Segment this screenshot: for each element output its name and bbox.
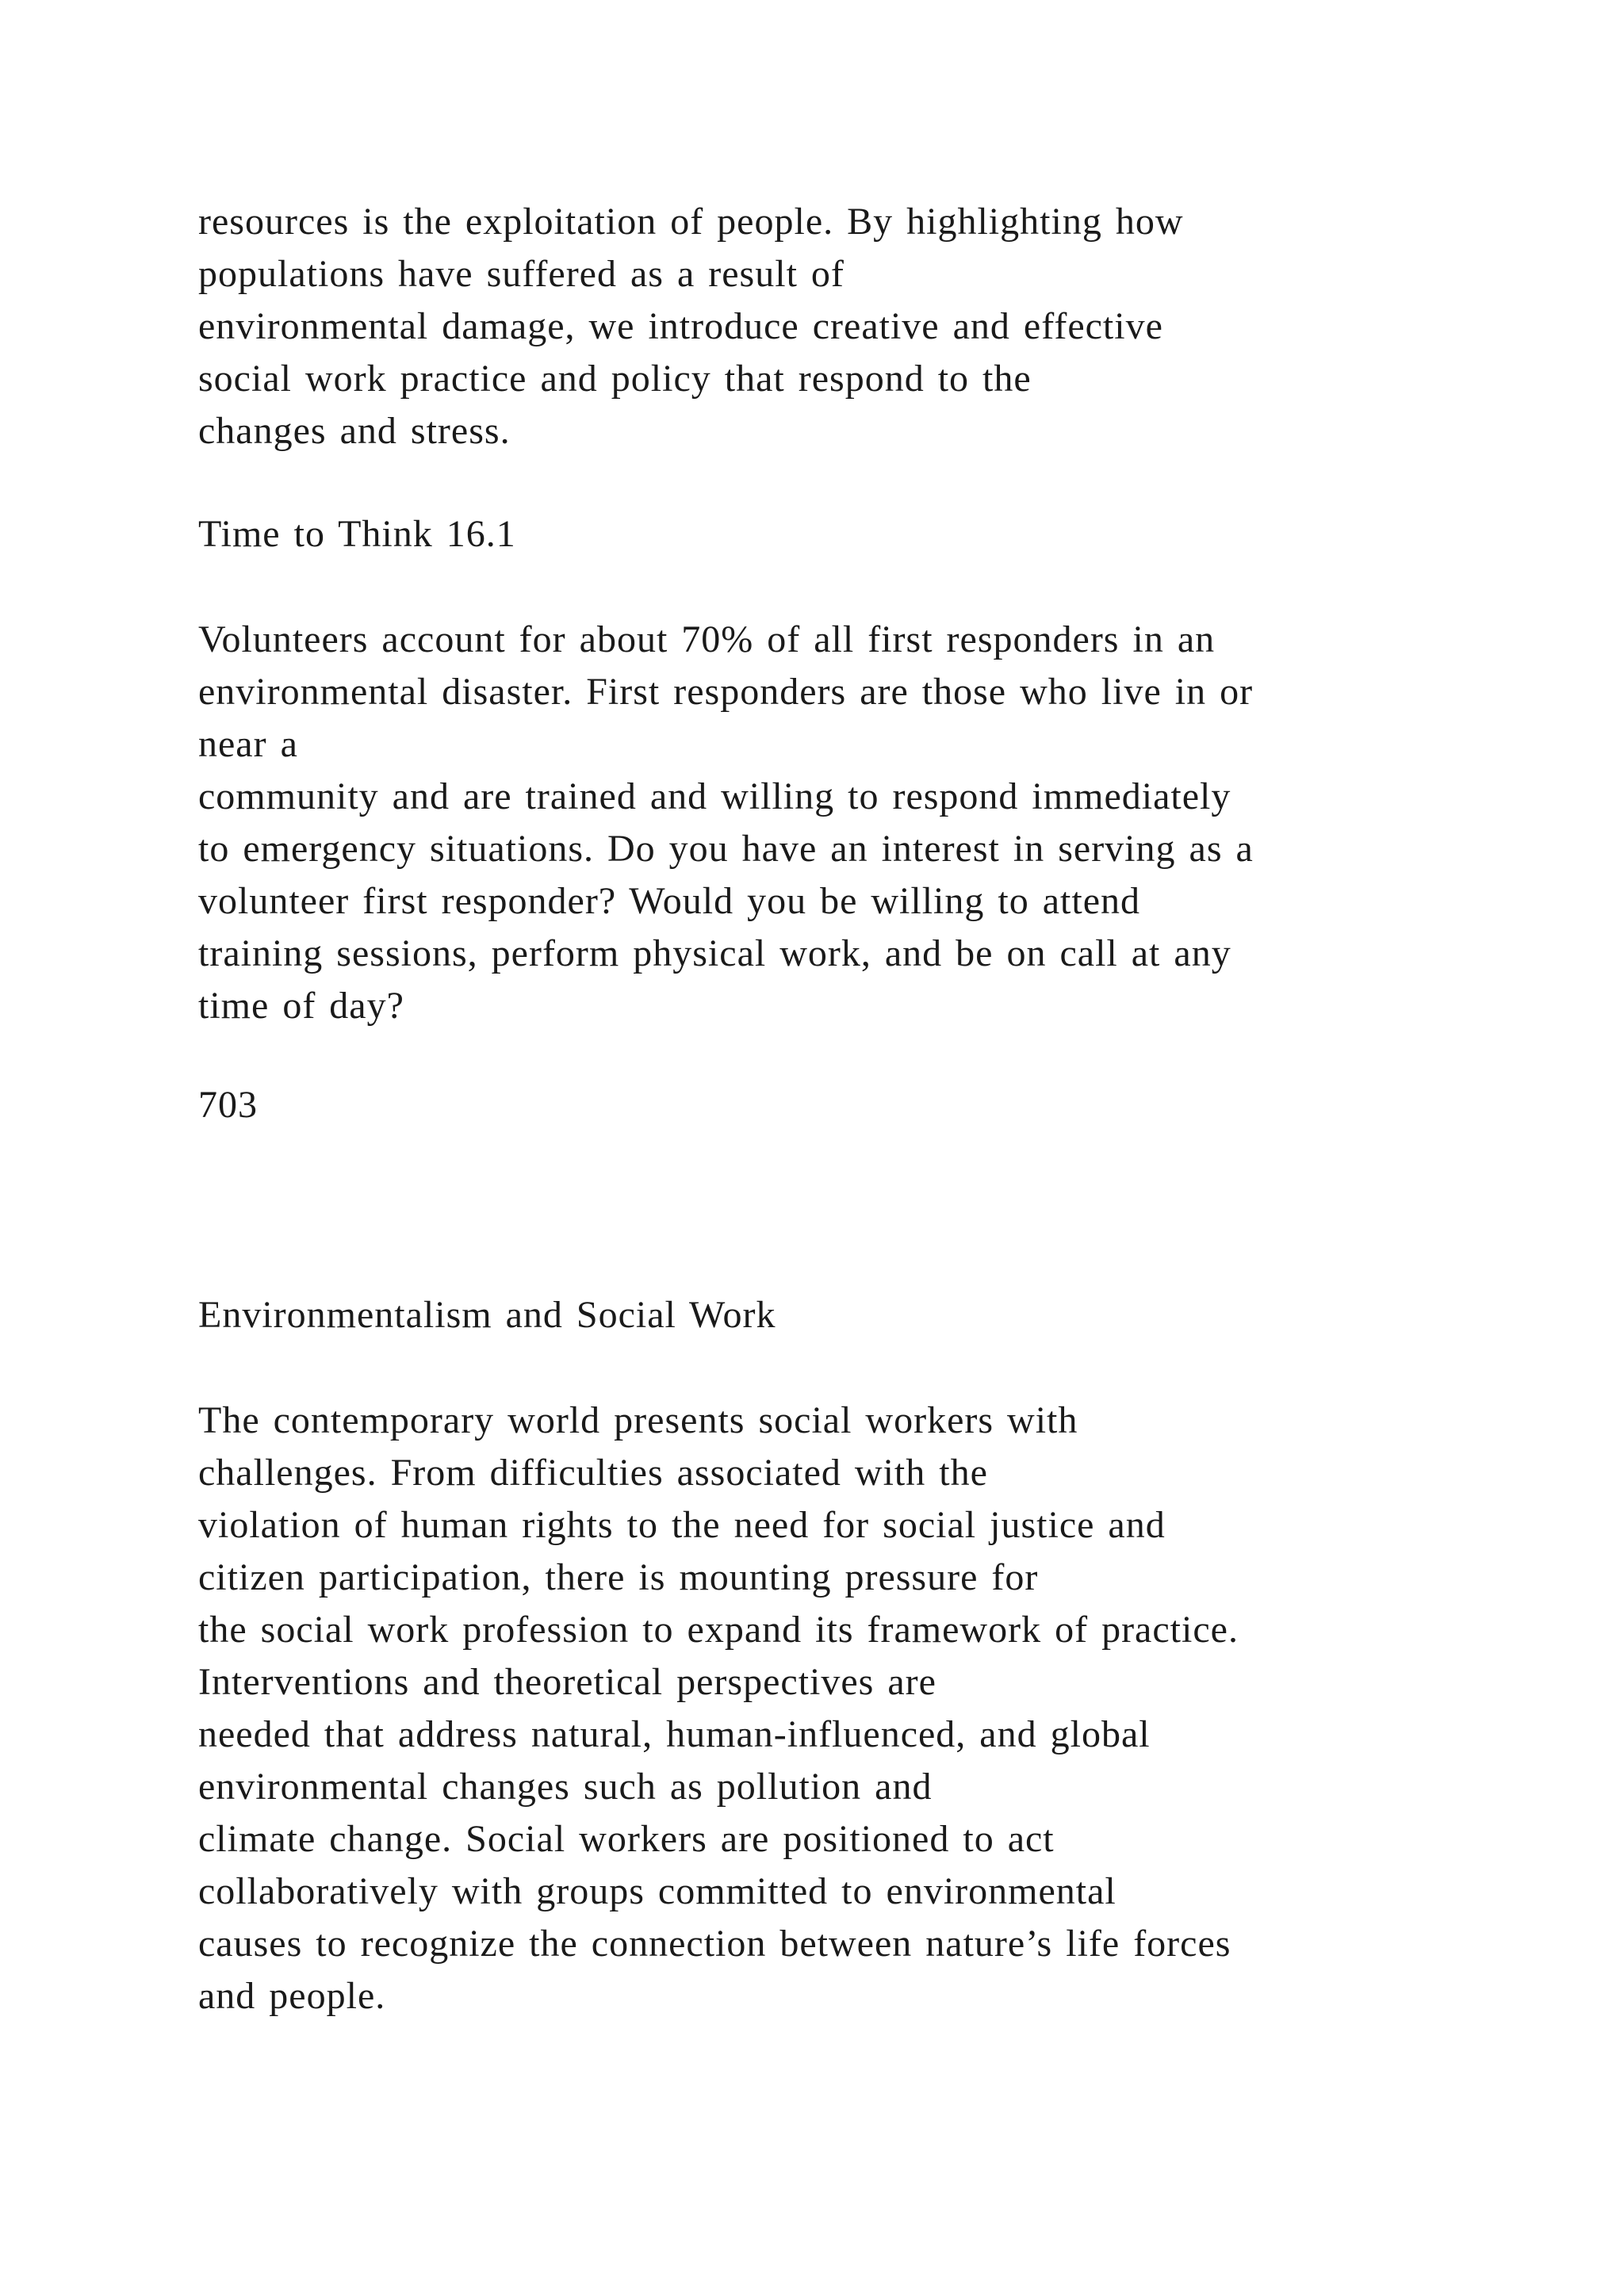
text-line: The contemporary world presents social workers with <box>198 1399 1078 1441</box>
time-to-think-heading <box>198 508 1546 561</box>
section-heading <box>198 1289 1546 1341</box>
text-line: and people. <box>198 1975 386 2017</box>
text-line: populations have suffered as a result of <box>198 253 845 295</box>
text-line: challenges. From difficulties associated with the <box>198 1452 988 1494</box>
text-line: Interventions and theoretical perspectives are <box>198 1661 936 1703</box>
time-to-think-paragraph <box>198 614 1546 1032</box>
text-line: to emergency situations. Do you have an interest in serving as a <box>198 828 1254 870</box>
text-line: violation of human rights to the need for social justice and <box>198 1504 1166 1546</box>
text-line: environmental disaster. First responders are those who live in or <box>198 671 1254 713</box>
text-line: Volunteers account for about 70% of all first responders in an <box>198 618 1216 660</box>
text-line: community and are trained and willing to respond immediately <box>198 775 1231 817</box>
text-line: social work practice and policy that respond to the <box>198 358 1032 400</box>
page-number-text: 703 <box>198 1084 258 1126</box>
text-line: environmental damage, we introduce creative and effective <box>198 305 1163 347</box>
text-line: collaboratively with groups committed to environmental <box>198 1870 1116 1912</box>
text-line: time of day? <box>198 985 404 1027</box>
text-line: changes and stress. <box>198 410 511 452</box>
text-line: needed that address natural, human-influenced, and global <box>198 1713 1151 1755</box>
text-line: climate change. Social workers are positioned to act <box>198 1818 1055 1860</box>
text-line: the social work profession to expand its framework of practice. <box>198 1609 1239 1651</box>
text-line: environmental changes such as pollution and <box>198 1766 933 1808</box>
text-line: causes to recognize the connection between nature’s life forces <box>198 1923 1231 1965</box>
text-line: near a <box>198 723 298 765</box>
text-line: training sessions, perform physical work, and be on call at any <box>198 932 1231 974</box>
text-line: resources is the exploitation of people. By highlighting how <box>198 201 1184 243</box>
page-number <box>198 1079 1546 1131</box>
text-line: citizen participation, there is mounting pressure for <box>198 1556 1039 1598</box>
heading-text: Time to Think 16.1 <box>198 513 516 555</box>
intro-paragraph <box>198 196 1546 457</box>
text-line: volunteer first responder? Would you be willing to attend <box>198 880 1141 922</box>
section-paragraph <box>198 1395 1546 2022</box>
heading-text: Environmentalism and Social Work <box>198 1294 776 1336</box>
